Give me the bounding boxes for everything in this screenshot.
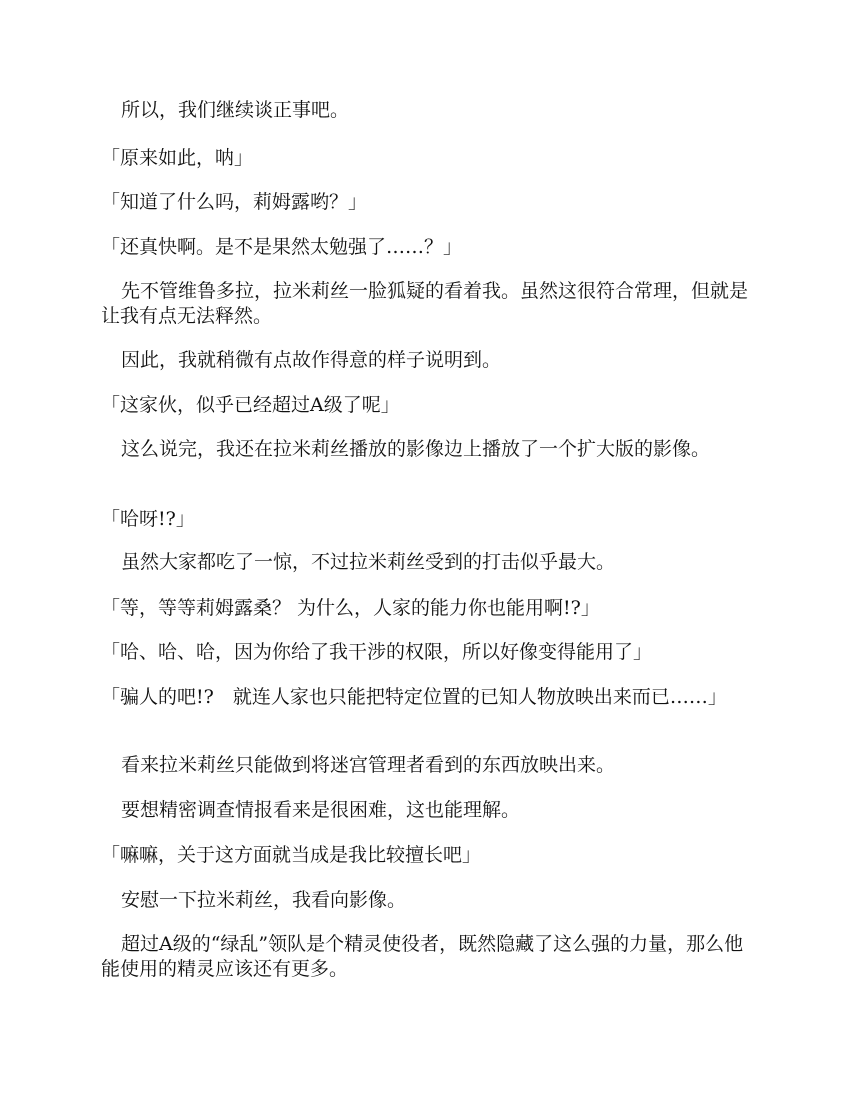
narration-paragraph: 看来拉米莉丝只能做到将迷宫管理者看到的东西放映出来。 <box>121 754 616 776</box>
dialogue-line: 「原来如此，呐」 <box>101 147 254 169</box>
dialogue-line: 「还真快啊。是不是果然太勉强了……？」 <box>101 236 463 258</box>
narration-paragraph: 这么说完，我还在拉米莉丝播放的影像边上播放了一个扩大版的影像。 <box>121 438 711 460</box>
dialogue-line: 「嘛嘛，关于这方面就当成是我比较擅长吧」 <box>101 844 482 866</box>
dialogue-line: 「骗人的吧!? 就连人家也只能把特定位置的已知人物放映出来而已……」 <box>101 686 727 708</box>
narration-paragraph: 虽然大家都吃了一惊，不过拉米莉丝受到的打击似乎最大。 <box>121 551 616 573</box>
dialogue-line: 「等，等等莉姆露桑？ 为什么，人家的能力你也能用啊!?」 <box>101 597 600 619</box>
dialogue-line: 「哈、哈、哈，因为你给了我干涉的权限，所以好像变得能用了」 <box>101 641 653 663</box>
narration-paragraph: 所以，我们继续谈正事吧。 <box>121 99 350 121</box>
narration-paragraph: 安慰一下拉米莉丝，我看向影像。 <box>121 889 407 911</box>
narration-paragraph: 先不管维鲁多拉，拉米莉丝一脸狐疑的看着我。虽然这很符合常理，但就是让我有点无法释然。 <box>101 280 749 327</box>
dialogue-line: 「这家伙，似乎已经超过A级了呢」 <box>101 394 400 416</box>
narration-paragraph: 超过A级的“绿乱”领队是个精灵使役者，既然隐藏了这么强的力量，那么他能使用的精灵应该还有更多。 <box>101 933 744 980</box>
dialogue-line: 「知道了什么吗，莉姆露哟？」 <box>101 191 368 213</box>
narration-paragraph: 因此，我就稍微有点故作得意的样子说明到。 <box>121 349 502 371</box>
narration-paragraph: 要想精密调查情报看来是很困难，这也能理解。 <box>121 799 521 821</box>
dialogue-line: 「哈呀!?」 <box>101 508 195 530</box>
